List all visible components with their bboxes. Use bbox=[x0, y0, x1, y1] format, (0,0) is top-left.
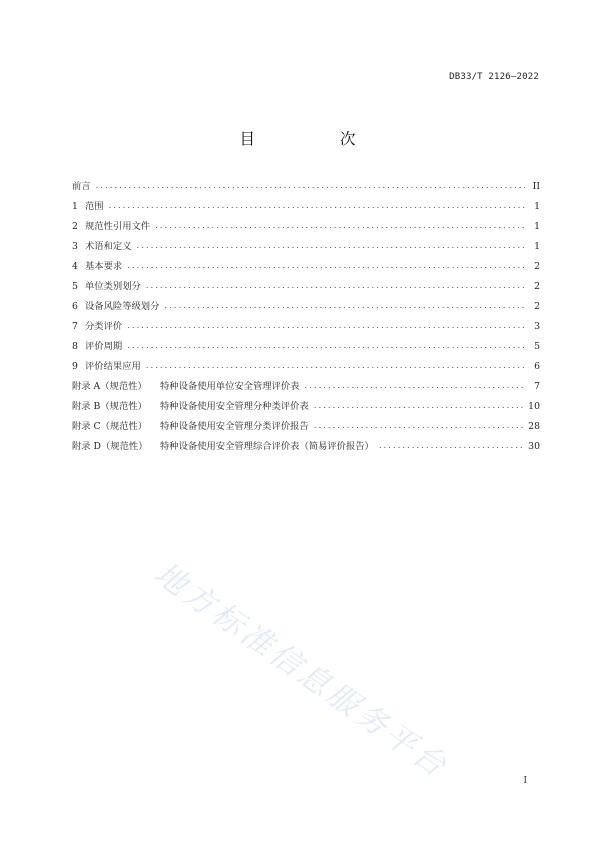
toc-entry-page: 2 bbox=[534, 261, 540, 272]
toc-entry-number: 6 bbox=[72, 301, 78, 312]
toc-entry-appendix-c[interactable] bbox=[72, 420, 540, 440]
document-code: DB33/T 2126—2022 bbox=[449, 72, 539, 82]
toc-appendix-prefix: 附录 B（规范性） bbox=[72, 401, 147, 412]
toc-entry-page: II bbox=[532, 181, 540, 192]
toc-entry-label: 特种设备使用安全管理分种类评价表 bbox=[160, 401, 309, 412]
toc-entry-page: 30 bbox=[528, 441, 540, 452]
table-of-contents bbox=[72, 180, 540, 460]
toc-entry-4[interactable] bbox=[72, 260, 540, 280]
toc-entry-label: 单位类别划分 bbox=[85, 281, 141, 292]
page-number: I bbox=[523, 776, 527, 786]
toc-entry-number: 4 bbox=[72, 261, 78, 272]
toc-entry-page: 1 bbox=[534, 221, 540, 232]
toc-entry-page: 2 bbox=[534, 281, 540, 292]
toc-entry-appendix-b[interactable] bbox=[72, 400, 540, 420]
toc-leader bbox=[109, 199, 525, 213]
toc-leader bbox=[155, 219, 525, 233]
toc-entry-page: 1 bbox=[534, 241, 540, 252]
toc-entry-page: 1 bbox=[534, 201, 540, 212]
toc-entry-label: 特种设备使用安全管理综合评价表（简易评价报告） bbox=[160, 441, 374, 452]
toc-entry-label: 评价周期 bbox=[85, 341, 123, 352]
toc-appendix-prefix: 附录 C（规范性） bbox=[72, 421, 148, 432]
toc-entry-number: 9 bbox=[72, 361, 78, 372]
toc-entry-1[interactable] bbox=[72, 200, 540, 220]
toc-leader bbox=[137, 239, 526, 253]
toc-entry-page: 28 bbox=[528, 421, 540, 432]
toc-entry-7[interactable] bbox=[72, 320, 540, 340]
toc-entry-page: 5 bbox=[534, 341, 540, 352]
toc-leader bbox=[127, 319, 525, 333]
toc-entry-page: 2 bbox=[534, 301, 540, 312]
toc-entry-9[interactable] bbox=[72, 360, 540, 380]
toc-appendix-prefix: 附录 D（规范性） bbox=[72, 441, 148, 452]
toc-entry-number: 1 bbox=[72, 201, 78, 212]
toc-entry-number: 8 bbox=[72, 341, 78, 352]
toc-title: 目 次 bbox=[239, 130, 396, 148]
toc-leader bbox=[314, 399, 523, 413]
watermark: 地方标准信息服务平台 bbox=[147, 555, 456, 786]
toc-entry-appendix-d[interactable] bbox=[72, 440, 540, 460]
toc-entry-8[interactable] bbox=[72, 340, 540, 360]
toc-entry-label: 前言 bbox=[72, 181, 91, 192]
toc-entry-5[interactable] bbox=[72, 280, 540, 300]
toc-appendix-prefix: 附录 A（规范性） bbox=[72, 381, 147, 392]
toc-leader bbox=[314, 419, 523, 433]
toc-leader bbox=[304, 379, 525, 393]
toc-entry-number: 5 bbox=[72, 281, 78, 292]
toc-entry-page: 6 bbox=[534, 361, 540, 372]
toc-leader bbox=[146, 279, 525, 293]
toc-entry-page: 10 bbox=[528, 401, 540, 412]
toc-leader bbox=[164, 299, 525, 313]
toc-entry-label: 特种设备使用安全管理分类评价报告 bbox=[160, 421, 309, 432]
toc-entry-foreword[interactable] bbox=[72, 180, 540, 200]
toc-entry-6[interactable] bbox=[72, 300, 540, 320]
toc-entry-2[interactable] bbox=[72, 220, 540, 240]
toc-entry-label: 基本要求 bbox=[85, 261, 123, 272]
toc-entry-page: 3 bbox=[534, 321, 540, 332]
toc-entry-label: 术语和定义 bbox=[85, 241, 132, 252]
toc-entry-number: 7 bbox=[72, 321, 78, 332]
toc-entry-label: 规范性引用文件 bbox=[85, 221, 151, 232]
toc-leader bbox=[379, 439, 523, 453]
toc-leader bbox=[127, 259, 525, 273]
toc-leader bbox=[96, 179, 525, 193]
toc-entry-appendix-a[interactable] bbox=[72, 380, 540, 400]
toc-entry-number: 2 bbox=[72, 221, 78, 232]
toc-entry-label: 特种设备使用单位安全管理评价表 bbox=[160, 381, 300, 392]
toc-entry-page: 7 bbox=[534, 381, 540, 392]
toc-leader bbox=[146, 359, 525, 373]
toc-leader bbox=[127, 339, 525, 353]
toc-entry-3[interactable] bbox=[72, 240, 540, 260]
toc-entry-label: 设备风险等级划分 bbox=[85, 301, 160, 312]
toc-entry-number: 3 bbox=[72, 241, 78, 252]
toc-entry-label: 评价结果应用 bbox=[85, 361, 141, 372]
toc-entry-label: 范围 bbox=[85, 201, 104, 212]
toc-entry-label: 分类评价 bbox=[85, 321, 123, 332]
